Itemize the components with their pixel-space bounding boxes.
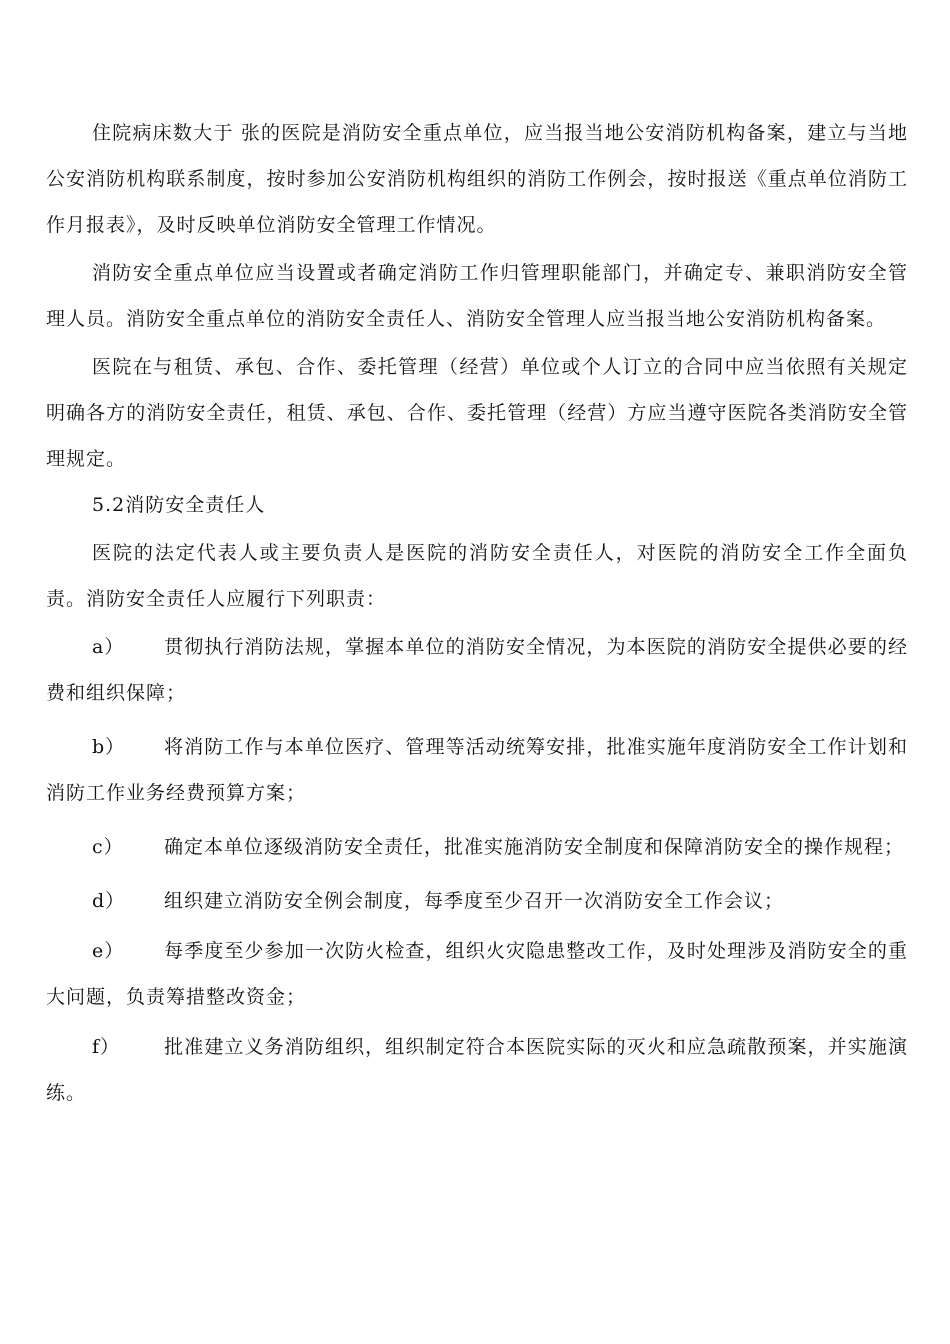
list-item (46, 624, 908, 716)
list-item-text: 确定本单位逐级消防安全责任，批准实施消防安全制度和保障消防安全的操作规程； (164, 836, 905, 858)
paragraph-management-department: 消防安全重点单位应当设置或者确定消防工作归管理职能部门，并确定专、兼职消防安全管理人员。消防安全重点单位的消防安全责任人、消防安全管理人应当报当地公安消防机构备案。 (46, 262, 908, 330)
list-item (46, 824, 908, 870)
list-item-marker: a） (92, 636, 125, 658)
list-item-text: 贯彻执行消防法规，掌握本单位的消防安全情况，为本医院的消防安全提供必要的经费和组织保障； (46, 636, 908, 704)
list-item-marker: f） (92, 1036, 121, 1058)
list-item (46, 878, 908, 924)
list-item-text: 每季度至少参加一次防火检查，组织火灾隐患整改工作，及时处理涉及消防安全的重大问题，负责筹措整改资金； (46, 940, 908, 1008)
list-item-text: 组织建立消防安全例会制度，每季度至少召开一次消防安全工作会议； (164, 890, 785, 912)
list-item-marker: e） (92, 940, 125, 962)
list-item-marker: b） (92, 736, 126, 758)
paragraph-contract-responsibility: 医院在与租赁、承包、合作、委托管理（经营）单位或个人订立的合同中应当依照有关规定明确各方的消防安全责任，租赁、承包、合作、委托管理（经营）方应当遵守医院各类消防安全管理规定。 (46, 356, 908, 470)
list-item-text: 批准建立义务消防组织，组织制定符合本医院实际的灭火和应急疏散预案，并实施演练。 (46, 1036, 908, 1104)
list-item-text: 将消防工作与本单位医疗、管理等活动统筹安排，批准实施年度消防安全工作计划和消防工作业务经费预算方案； (46, 736, 908, 804)
paragraph-key-unit-registration: 住院病床数大于 张的医院是消防安全重点单位，应当报当地公安消防机构备案，建立与当地公安消防机构联系制度，按时参加公安消防机构组织的消防工作例会，按时报送《重点单位消防工作月报表》，及时反映单位消防安全管理工作情况。 (46, 122, 908, 236)
list-item-marker: c） (92, 836, 124, 858)
section-heading: 5.2消防安全责任人 (92, 494, 266, 516)
list-item-marker: d） (92, 890, 126, 912)
list-item (46, 928, 908, 1020)
list-item (46, 724, 908, 816)
paragraph-responsible-person: 医院的法定代表人或主要负责人是医院的消防安全责任人，对医院的消防安全工作全面负责。消防安全责任人应履行下列职责： (46, 542, 908, 610)
document-page (46, 110, 908, 1116)
list-item (46, 1024, 908, 1116)
